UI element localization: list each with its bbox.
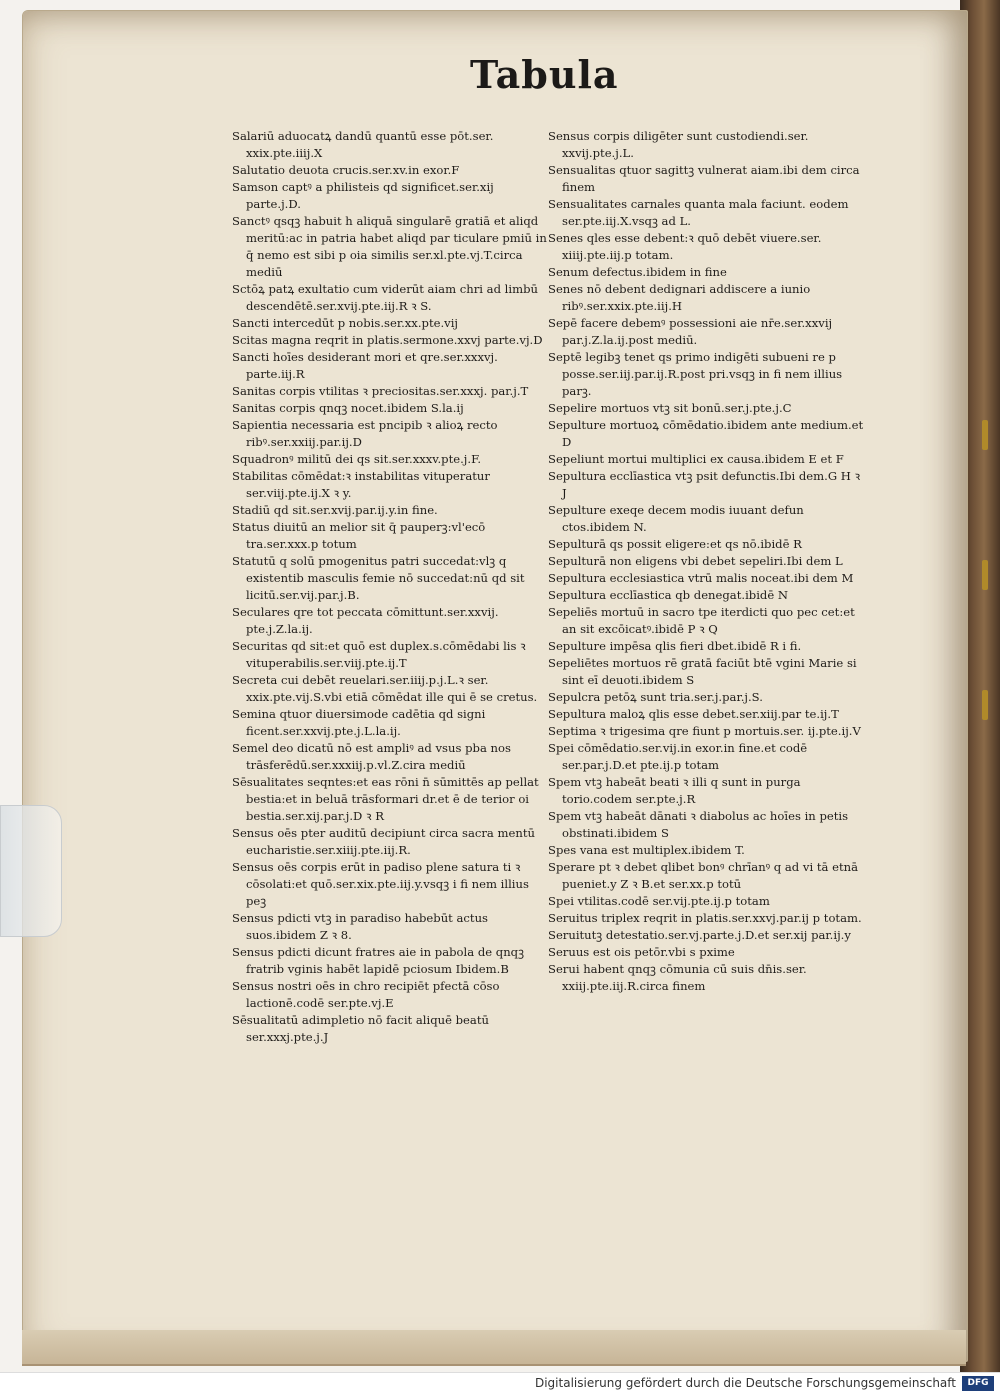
dfg-logo: DFG bbox=[962, 1376, 994, 1391]
digitization-credit: Digitalisierung gefördert durch die Deutsche Forschungsgemeinschaft bbox=[534, 1376, 956, 1390]
index-entry: Sanitas corpis qnqꝫ nocet.ibidem S.la.ij bbox=[232, 401, 464, 415]
index-entry: Sanctꝰ qsqꝫ habuit h aliquā singularē gratiā et aliqd meritū:ac in patria habet aliqd par ticulare pmiū in q̄ nemo est sibi p oia similis ser.xl.pte.vj.T.circa mediū bbox=[232, 214, 547, 279]
index-entry: Seculares qre tot peccata cōmittunt.ser.xxvij. pte.j.Z.la.ij. bbox=[232, 605, 499, 636]
index-entry: Sepeliētes mortuos rē gratā faciūt btē vgini Marie si sint eī deuoti.ibidem S bbox=[548, 656, 857, 687]
index-entry: Sanitas corpis vtilitas ꝛ preciositas.ser.xxxj. par.j.T bbox=[232, 384, 529, 398]
index-entry: Sapientia necessaria est pncipib ꝛ alioꝝ recto ribꝰ.ser.xxiij.par.ij.D bbox=[232, 418, 498, 449]
index-entry: Sperare pt ꝛ debet qlibet bonꝰ chrīanꝰ q ad vi tā etnā pueniet.y Z ꝛ B.et ser.xx.p totū bbox=[548, 860, 858, 891]
cover-ornament bbox=[982, 560, 988, 590]
index-entry: Sensualitates carnales quanta mala faciunt. eodem ser.pte.iij.X.vsqꝫ ad L. bbox=[548, 197, 849, 228]
index-entry: Sensus oēs pter auditū decipiunt circa sacra mentū eucharistie.ser.xiiij.pte.iij.R. bbox=[232, 826, 535, 857]
index-entry: Semina qtuor diuersimode cadētia qd signi ficent.ser.xxvij.pte.j.L.la.ij. bbox=[232, 707, 486, 738]
page-clip bbox=[0, 805, 62, 937]
index-entry: Spei cōmēdatio.ser.vij.in exor.in fine.et codē ser.par.j.D.et pte.ij.p totam bbox=[548, 741, 808, 772]
index-entry: Sensus pdicti vtꝫ in paradiso habebūt actus suos.ibidem Z ꝛ 8. bbox=[232, 911, 489, 942]
index-entry: Secreta cui debēt reuelari.ser.iiij.p.j.L.ꝛ ser. xxix.pte.vij.S.vbi etiā cōmēdat ille qui ē se cretus. bbox=[232, 673, 538, 704]
index-entry: Septē legibꝫ tenet qs primo indigēti subueni re p posse.ser.iij.par.ij.R.post pri.vsqꝫ in fi nem illius parꝫ. bbox=[548, 350, 843, 398]
index-entry: Spem vtꝫ habeāt beati ꝛ illi q sunt in purga torio.codem ser.pte.j.R bbox=[548, 775, 801, 806]
cover-ornament bbox=[982, 690, 988, 720]
index-entry: Seruitus triplex reqrit in platis.ser.xxvj.par.ij p totam. bbox=[548, 911, 862, 925]
index-entry: Sepultura ecclīastica vtꝫ psit defunctis.Ibi dem.G H ꝛ J bbox=[548, 469, 861, 500]
index-entry: Sēsualitates seqntes:et eas rōni n̄ sūmittēs ap pellat bestia:et in beluā trāsformari dr.et ē de terior oi bestia.ser.xij.par.j.D ꝛ R bbox=[232, 775, 539, 823]
index-entry: Sepē facere debemꝰ possessioni aie nr̄e.ser.xxvij par.j.Z.la.ij.post mediū. bbox=[548, 316, 833, 347]
index-entry: Samson captꝰ a philisteis qd significet.ser.xij parte.j.D. bbox=[232, 180, 494, 211]
index-entry: Sensualitas qtuor sagittꝫ vulnerat aiam.ibi dem circa finem bbox=[548, 163, 860, 194]
index-entry: Sensus pdicti dicunt fratres aie in pabola de qnqꝫ fratrib vginis habēt lapidē pciosum Ibidem.B bbox=[232, 945, 525, 976]
index-entry: Securitas qd sit:et quō est duplex.s.cōmēdabi lis ꝛ vituperabilis.ser.viij.pte.ij.T bbox=[232, 639, 526, 670]
index-entry: Statutū q solū pmogenitus patri succedat:vlꝫ q existentib masculis femie nō succedat:nū qd sit licitū.ser.vij.par.j.B. bbox=[232, 554, 525, 602]
index-entry: Sctōꝝ patꝝ exultatio cum viderūt aiam chri ad limbū descendētē.ser.xvij.pte.iij.R ꝛ S. bbox=[232, 282, 538, 313]
index-entry: Salutatio deuota crucis.ser.xv.in exor.F bbox=[232, 163, 460, 177]
index-entry: Sepelire mortuos vtꝫ sit bonū.ser.j.pte.j.C bbox=[548, 401, 792, 415]
index-entry: Sepulture exeqe decem modis iuuant defun ctos.ibidem N. bbox=[548, 503, 804, 534]
index-entry: Spem vtꝫ habeāt dānati ꝛ diabolus ac hoīes in petis obstinati.ibidem S bbox=[548, 809, 849, 840]
index-entry: Serui habent qnqꝫ cōmunia cū suis dn̄is.ser. xxiij.pte.iij.R.circa finem bbox=[548, 962, 807, 993]
index-entry: Spes vana est multiplex.ibidem T. bbox=[548, 843, 745, 857]
index-entry: Sepulture impēsa qlis fieri dbet.ibidē R i fi. bbox=[548, 639, 802, 653]
index-entry: Sensus nostri oēs in chro recipiēt pfectā cōso lactionē.codē ser.pte.vj.E bbox=[232, 979, 500, 1010]
index-entry: Sepulturā qs possit eligere:et qs nō.ibidē R bbox=[548, 537, 802, 551]
index-entry: Sancti hoīes desiderant mori et qre.ser.xxxvj. parte.iij.R bbox=[232, 350, 498, 381]
index-entry: Sepultura ecclīastica qb denegat.ibidē N bbox=[548, 588, 789, 602]
index-entry: Senes nō debent dedignari addiscere a iunio ribꝰ.ser.xxix.pte.iij.H bbox=[548, 282, 811, 313]
index-entry: Sensus corpis diligēter sunt custodiendi.ser. xxvij.pte.j.L. bbox=[548, 129, 809, 160]
index-entry: Sensus oēs corpis erūt in padiso plene satura ti ꝛ cōsolati:et quō.ser.xix.pte.iij.y.vsqꝫ i fi nem illius peꝫ bbox=[232, 860, 529, 908]
index-entry: Septima ꝛ trigesima qre fiunt p mortuis.ser. ij.pte.ij.V bbox=[548, 724, 861, 738]
index-entry: Stabilitas cōmēdat:ꝛ instabilitas vituperatur ser.viij.pte.ij.X ꝛ y. bbox=[232, 469, 490, 500]
footer-bar bbox=[0, 1372, 1000, 1394]
index-entry: Sepeliēs mortuū in sacro tpe iterdicti quo pec cet:et an sit excōicatꝰ.ibidē P ꝛ Q bbox=[548, 605, 855, 636]
index-entry: Stadiū qd sit.ser.xvij.par.ij.y.in fine. bbox=[232, 503, 438, 517]
index-entry: Salariū aduocatꝝ dandū quantū esse pōt.ser. xxix.pte.iiij.X bbox=[232, 129, 494, 160]
index-entry: Sancti intercedūt p nobis.ser.xx.pte.vij bbox=[232, 316, 459, 330]
page-heading: Tabula bbox=[470, 52, 619, 97]
index-entry: Sepeliunt mortui multiplici ex causa.ibidem E et F bbox=[548, 452, 844, 466]
index-entry: Sepulturā non eligens vbi debet sepeliri.Ibi dem L bbox=[548, 554, 843, 568]
index-entry: Squadronꝰ militū dei qs sit.ser.xxxv.pte.j.F. bbox=[232, 452, 481, 466]
index-entry: Status diuitū an melior sit q̄ pauperꝫ:vl'ecō tra.ser.xxx.p totum bbox=[232, 520, 486, 551]
index-entry: Semel deo dicatū nō est ampliꝰ ad vsus pba nos trāsferēdū.ser.xxxiij.p.vl.Z.cira mediū bbox=[232, 741, 511, 772]
index-entry: Seruus est ois petōr.vbi s pxime bbox=[548, 945, 735, 959]
index-entry: Sēsualitatū adimpletio nō facit aliquē beatū ser.xxxj.pte.j.J bbox=[232, 1013, 489, 1044]
index-entry: Senum defectus.ibidem in fine bbox=[548, 265, 727, 279]
index-column-left bbox=[232, 128, 550, 1046]
cover-ornament bbox=[982, 420, 988, 450]
index-entry: Sepulcra petōꝝ sunt tria.ser.j.par.j.S. bbox=[548, 690, 763, 704]
page-edge bbox=[22, 1330, 966, 1366]
index-entry: Sepultura ecclesiastica vtrū malis noceat.ibi dem M bbox=[548, 571, 854, 585]
index-entry: Seruitutꝫ detestatio.ser.vj.parte.j.D.et ser.xij par.ij.y bbox=[548, 928, 851, 942]
index-entry: Spei vtilitas.codē ser.vij.pte.ij.p totam bbox=[548, 894, 770, 908]
index-column-right bbox=[548, 128, 866, 995]
index-entry: Scitas magna reqrit in platis.sermone.xxvj parte.vj.D bbox=[232, 333, 543, 347]
index-entry: Sepultura maloꝝ qlis esse debet.ser.xiij.par te.ij.T bbox=[548, 707, 839, 721]
index-entry: Senes qles esse debent:ꝛ quō debēt viuere.ser. xiiij.pte.iij.p totam. bbox=[548, 231, 822, 262]
index-entry: Sepulture mortuoꝝ cōmēdatio.ibidem ante medium.et D bbox=[548, 418, 864, 449]
